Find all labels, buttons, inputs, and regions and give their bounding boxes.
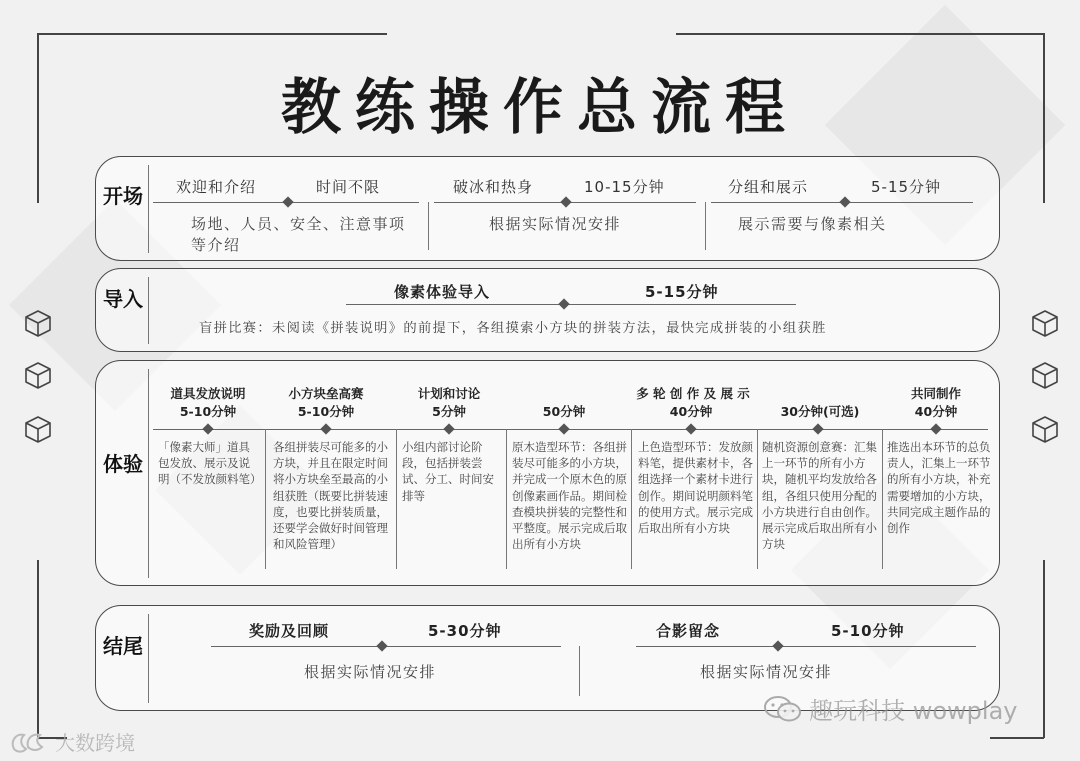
cube-icon (23, 360, 53, 390)
column-divider (428, 202, 429, 250)
section-tiyan (95, 360, 1000, 586)
column-time: 50分钟 (542, 404, 586, 419)
frame-line (1043, 560, 1045, 738)
column-divider (506, 429, 507, 569)
watermark-right (762, 691, 1017, 726)
watermark-text: 趣玩科技 wowplay (809, 697, 1018, 725)
column-divider (631, 429, 632, 569)
column-desc: 上色造型环节：发放颜料笔，提供素材卡，各组选择一个素材卡进行创作。期间说明颜料笔的使用方式。展示完成后取出所有小方块 (638, 440, 753, 536)
frame-line (37, 33, 387, 35)
item-name: 合影留念 (656, 622, 721, 640)
cube-icon (23, 414, 53, 444)
diamond-marker (812, 423, 823, 434)
frame-line (990, 737, 1044, 739)
column-time: 5-10分钟 (297, 404, 355, 419)
brand-logo-icon (8, 729, 50, 755)
multi-round-header: 多 轮 创 作 及 展 示 (636, 386, 750, 401)
diamond-marker (320, 423, 331, 434)
item-name: 欢迎和介绍 (176, 178, 257, 196)
column-desc: 原木造型环节：各组拼装尽可能多的小方块，并完成一个原木色的原创像素画作品。期间检查模块拼装的完整性和平整度。展示完成后取出所有小方块 (512, 440, 627, 552)
item-desc: 根据实际情况安排 (489, 215, 622, 233)
diamond-marker (558, 423, 569, 434)
item-time: 5-10分钟 (831, 622, 905, 640)
section-daoru (95, 268, 1000, 352)
section-label: 结尾 (103, 634, 143, 658)
column-name: 小方块垒高赛 (288, 386, 364, 401)
item-name: 像素体验导入 (394, 283, 491, 301)
watermark-text: 大数跨境 (55, 731, 136, 755)
diamond-marker (839, 196, 850, 207)
column-divider (882, 429, 883, 569)
diamond-marker (930, 423, 941, 434)
item-time: 5-15分钟 (871, 178, 942, 196)
cube-icon (1030, 360, 1060, 390)
diamond-marker (685, 423, 696, 434)
column-name: 道具发放说明 (170, 386, 246, 401)
cube-icon (1030, 308, 1060, 338)
page-title: 教练操作总流程 (281, 73, 799, 143)
diamond-marker (282, 196, 293, 207)
item-time: 10-15分钟 (584, 178, 665, 196)
item-time: 时间不限 (316, 178, 381, 196)
diamond-marker (376, 640, 387, 651)
item-name: 分组和展示 (728, 178, 809, 196)
section-kaichang (95, 156, 1000, 261)
item-desc: 展示需要与像素相关 (738, 215, 887, 233)
item-desc: 盲拼比赛：未阅读《拼装说明》的前提下，各组摸索小方块的拼装方法，最快完成拼装的小组获胜 (199, 321, 827, 336)
item-time: 5-15分钟 (645, 283, 719, 301)
column-divider (396, 429, 397, 569)
diamond-marker (558, 298, 569, 309)
wechat-icon (762, 694, 804, 724)
column-divider (579, 646, 580, 696)
section-label: 体验 (103, 452, 143, 476)
section-divider (148, 277, 149, 344)
column-time: 40分钟 (914, 404, 958, 419)
cube-icon (1030, 414, 1060, 444)
diamond-marker (772, 640, 783, 651)
column-desc: 小组内部讨论阶段，包括拼装尝试、分工、时间安排等 (402, 440, 494, 503)
column-desc: 随机资源创意赛：汇集上一环节的所有小方块，随机平均发放给各组，各组只使用分配的小方块进行自由创作。展示完成后取出所有小方块 (762, 440, 877, 552)
column-name: 计划和讨论 (417, 386, 481, 401)
column-time: 5分钟 (432, 404, 466, 419)
section-divider (148, 165, 149, 253)
section-divider (148, 369, 149, 578)
diamond-marker (202, 423, 213, 434)
section-label: 开场 (103, 184, 143, 208)
item-desc: 场地、人员、安全、注意事项等介绍 (191, 215, 406, 254)
watermark-left (8, 727, 135, 756)
column-desc: 推选出本环节的总负责人，汇集上一环节的所有小方块，补充需要增加的小方块，共同完成主题作品的创作 (887, 440, 991, 536)
cube-icon (23, 308, 53, 338)
item-time: 5-30分钟 (428, 622, 502, 640)
column-desc: 各组拼装尽可能多的小方块，并且在限定时间将小方块垒至最高的小组获胜（既要比拼装速度，也要比拼装质量，还要学会做好时间管理和风险管理） (273, 440, 388, 552)
divider-rule (636, 646, 976, 647)
item-name: 奖励及回顾 (249, 622, 330, 640)
divider-rule (346, 304, 796, 305)
diamond-marker (560, 196, 571, 207)
column-desc: 「像素大师」道具包发放、展示及说明（不发放颜料笔） (158, 440, 262, 487)
item-desc: 根据实际情况安排 (700, 663, 833, 681)
item-name: 破冰和热身 (453, 178, 534, 196)
frame-line (37, 560, 39, 738)
column-divider (757, 429, 758, 569)
column-time: 40分钟 (669, 404, 713, 419)
diamond-marker (443, 423, 454, 434)
column-time: 5-10分钟 (179, 404, 237, 419)
item-desc: 根据实际情况安排 (304, 663, 437, 681)
column-divider (705, 202, 706, 250)
divider-rule (153, 429, 988, 430)
column-divider (265, 429, 266, 569)
frame-line (676, 33, 1044, 35)
section-divider (148, 614, 149, 703)
column-name: 共同制作 (910, 386, 961, 401)
section-label: 导入 (103, 287, 143, 311)
column-time: 30分钟(可选) (780, 404, 860, 419)
